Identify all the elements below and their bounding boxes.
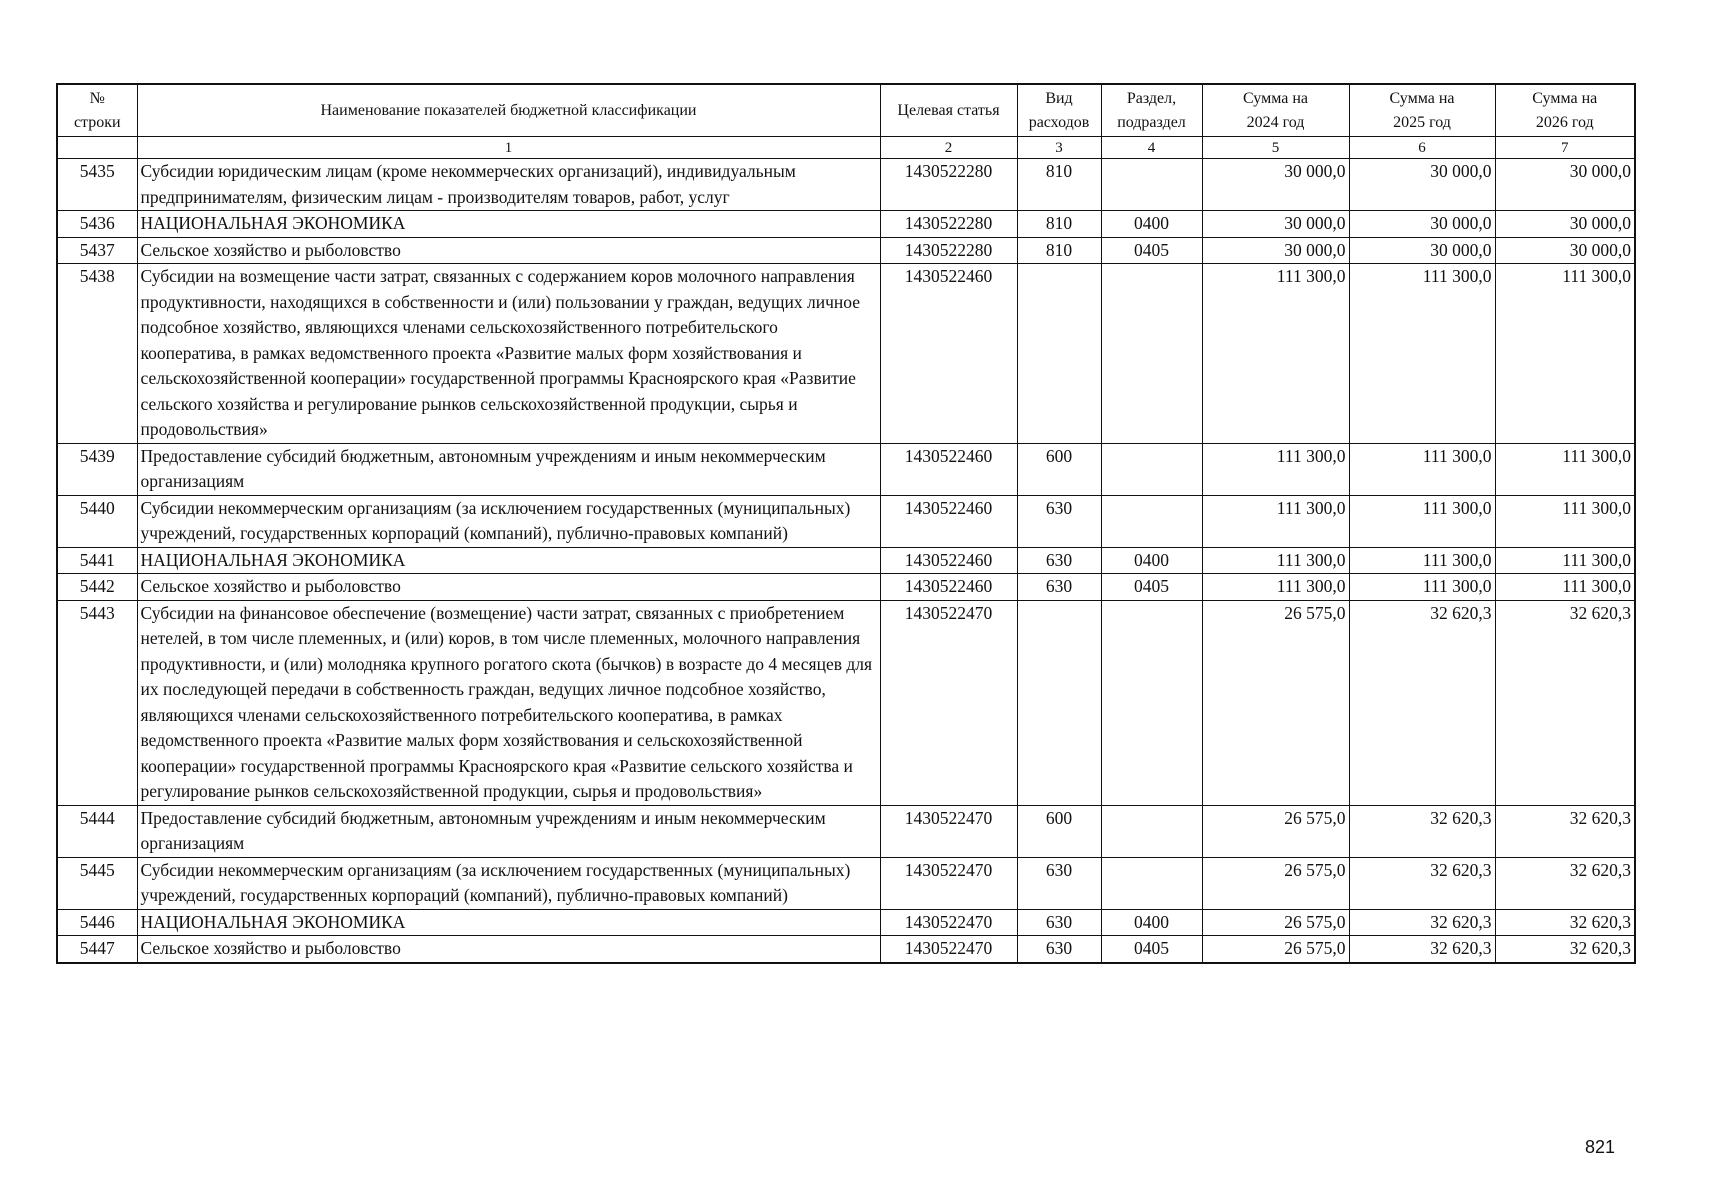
row-exp-type: 600 bbox=[1017, 443, 1101, 495]
row-sum-2026: 30 000,0 bbox=[1495, 159, 1635, 211]
row-sum-2025: 32 620,3 bbox=[1349, 936, 1495, 963]
row-name: НАЦИОНАЛЬНАЯ ЭКОНОМИКА bbox=[137, 211, 880, 238]
row-sum-2025: 32 620,3 bbox=[1349, 805, 1495, 857]
row-target: 1430522280 bbox=[880, 159, 1017, 211]
row-sum-2025: 30 000,0 bbox=[1349, 159, 1495, 211]
table-row bbox=[57, 237, 1635, 264]
header-section-line1: Раздел, bbox=[1126, 89, 1177, 107]
table-body bbox=[57, 159, 1635, 963]
row-sum-2024: 111 300,0 bbox=[1202, 443, 1349, 495]
row-name: Сельское хозяйство и рыболовство bbox=[137, 936, 880, 963]
table-row bbox=[57, 600, 1635, 805]
row-sum-2026: 111 300,0 bbox=[1495, 264, 1635, 444]
row-section bbox=[1101, 159, 1202, 211]
header-row-no-line1: № bbox=[89, 89, 105, 107]
row-sum-2026: 32 620,3 bbox=[1495, 936, 1635, 963]
column-number-4: 4 bbox=[1101, 137, 1202, 159]
table-row bbox=[57, 857, 1635, 909]
row-sum-2026: 111 300,0 bbox=[1495, 443, 1635, 495]
row-exp-type: 630 bbox=[1017, 857, 1101, 909]
header-row-no bbox=[57, 84, 137, 137]
row-section: 0405 bbox=[1101, 936, 1202, 963]
row-sum-2026: 111 300,0 bbox=[1495, 574, 1635, 601]
header-name: Наименование показателей бюджетной классификации bbox=[137, 84, 880, 137]
row-sum-2025: 32 620,3 bbox=[1349, 909, 1495, 936]
header-sum-2026-line2: 2026 год bbox=[1535, 113, 1594, 131]
header-sum-2025-line2: 2025 год bbox=[1393, 113, 1451, 131]
row-section bbox=[1101, 264, 1202, 444]
budget-table bbox=[56, 83, 1636, 964]
row-target: 1430522470 bbox=[880, 936, 1017, 963]
page-number: 821 bbox=[1585, 1137, 1616, 1157]
header-sum-2025 bbox=[1349, 84, 1495, 137]
row-exp-type: 630 bbox=[1017, 936, 1101, 963]
table-row bbox=[57, 264, 1635, 444]
row-name: Субсидии некоммерческим организациям (за исключением государственных (муниципальных) учреждений, государственных корпораций (компаний), публично-правовых компаний) bbox=[137, 495, 880, 547]
row-number: 5447 bbox=[57, 936, 137, 963]
row-sum-2024: 26 575,0 bbox=[1202, 600, 1349, 805]
row-sum-2026: 111 300,0 bbox=[1495, 495, 1635, 547]
row-number: 5446 bbox=[57, 909, 137, 936]
row-number: 5443 bbox=[57, 600, 137, 805]
header-section-line2: подраздел bbox=[1117, 113, 1186, 131]
header-sum-2024 bbox=[1202, 84, 1349, 137]
row-exp-type: 810 bbox=[1017, 211, 1101, 238]
row-exp-type bbox=[1017, 264, 1101, 444]
row-sum-2026: 30 000,0 bbox=[1495, 237, 1635, 264]
row-section: 0400 bbox=[1101, 211, 1202, 238]
row-exp-type: 630 bbox=[1017, 495, 1101, 547]
row-name: Предоставление субсидий бюджетным, автономным учреждениям и иным некоммерческим организациям bbox=[137, 805, 880, 857]
row-sum-2025: 111 300,0 bbox=[1349, 264, 1495, 444]
row-sum-2026: 32 620,3 bbox=[1495, 805, 1635, 857]
row-exp-type: 810 bbox=[1017, 237, 1101, 264]
row-number: 5444 bbox=[57, 805, 137, 857]
row-name: НАЦИОНАЛЬНАЯ ЭКОНОМИКА bbox=[137, 909, 880, 936]
row-number: 5440 bbox=[57, 495, 137, 547]
row-number: 5435 bbox=[57, 159, 137, 211]
row-name: Субсидии юридическим лицам (кроме некоммерческих организаций), индивидуальным предпринимателям, физическим лицам - производителям товаров, работ, услуг bbox=[137, 159, 880, 211]
table-row bbox=[57, 443, 1635, 495]
table-row bbox=[57, 574, 1635, 601]
row-sum-2026: 32 620,3 bbox=[1495, 600, 1635, 805]
row-target: 1430522470 bbox=[880, 909, 1017, 936]
row-name: Субсидии на возмещение части затрат, связанных с содержанием коров молочного направления продуктивности, находящихся в собственности и (или) пользовании у граждан, ведущих личное подсобное хозяйство, являющихся членами сельскохозяйственного потребительского кооператива, в рамках ведомственного проекта «Развитие малых форм хозяйствования и сельскохозяйственной кооперации» государственной программы Красноярского края «Развитие сельского хозяйства и регулирование рынков сельскохозяйственной продукции, сырья и продовольствия» bbox=[137, 264, 880, 444]
column-number-5: 5 bbox=[1202, 137, 1349, 159]
row-target: 1430522280 bbox=[880, 211, 1017, 238]
row-exp-type: 630 bbox=[1017, 574, 1101, 601]
table-row bbox=[57, 211, 1635, 238]
row-target: 1430522460 bbox=[880, 443, 1017, 495]
row-sum-2024: 111 300,0 bbox=[1202, 264, 1349, 444]
row-name: Сельское хозяйство и рыболовство bbox=[137, 237, 880, 264]
row-sum-2025: 30 000,0 bbox=[1349, 211, 1495, 238]
header-sum-2024-line2: 2024 год bbox=[1246, 113, 1305, 131]
row-sum-2026: 30 000,0 bbox=[1495, 211, 1635, 238]
row-name: Сельское хозяйство и рыболовство bbox=[137, 574, 880, 601]
column-number-1: 1 bbox=[137, 137, 880, 159]
row-sum-2024: 111 300,0 bbox=[1202, 574, 1349, 601]
header-target: Целевая статья bbox=[880, 84, 1017, 137]
row-sum-2025: 32 620,3 bbox=[1349, 857, 1495, 909]
row-sum-2026: 111 300,0 bbox=[1495, 547, 1635, 574]
column-number-3: 3 bbox=[1017, 137, 1101, 159]
row-section: 0405 bbox=[1101, 574, 1202, 601]
row-section bbox=[1101, 600, 1202, 805]
row-exp-type bbox=[1017, 600, 1101, 805]
row-section bbox=[1101, 805, 1202, 857]
row-number: 5441 bbox=[57, 547, 137, 574]
row-number: 5442 bbox=[57, 574, 137, 601]
row-target: 1430522460 bbox=[880, 574, 1017, 601]
row-section bbox=[1101, 857, 1202, 909]
row-name: Субсидии некоммерческим организациям (за исключением государственных (муниципальных) учреждений, государственных корпораций (компаний), публично-правовых компаний) bbox=[137, 857, 880, 909]
table-row bbox=[57, 159, 1635, 211]
table-row bbox=[57, 547, 1635, 574]
row-sum-2026: 32 620,3 bbox=[1495, 909, 1635, 936]
header-row bbox=[57, 84, 1635, 137]
row-target: 1430522280 bbox=[880, 237, 1017, 264]
row-section bbox=[1101, 495, 1202, 547]
column-number-2: 2 bbox=[880, 137, 1017, 159]
row-sum-2025: 32 620,3 bbox=[1349, 600, 1495, 805]
row-number: 5445 bbox=[57, 857, 137, 909]
row-sum-2024: 111 300,0 bbox=[1202, 547, 1349, 574]
row-name: Субсидии на финансовое обеспечение (возмещение) части затрат, связанных с приобретением нетелей, в том числе племенных, и (или) коров, в том числе племенных, молочного направления продуктивности, и (или) молодняка крупного рогатого скота (бычков) в возрасте до 4 месяцев для их последующей передачи в собственность граждан, ведущих личное подсобное хозяйство, являющихся членами сельскохозяйственного потребительского кооператива, в рамках ведомственного проекта «Развитие малых форм хозяйствования и сельскохозяйственной кооперации» государственной программы Красноярского края «Развитие сельского хозяйства и регулирование рынков сельскохозяйственной продукции, сырья и продовольствия» bbox=[137, 600, 880, 805]
row-target: 1430522470 bbox=[880, 857, 1017, 909]
row-sum-2025: 111 300,0 bbox=[1349, 443, 1495, 495]
table-row bbox=[57, 936, 1635, 963]
row-section: 0400 bbox=[1101, 909, 1202, 936]
row-exp-type: 630 bbox=[1017, 909, 1101, 936]
header-sum-2026 bbox=[1495, 84, 1635, 137]
column-number-0 bbox=[57, 137, 137, 159]
row-section bbox=[1101, 443, 1202, 495]
row-number: 5439 bbox=[57, 443, 137, 495]
header-sum-2025-line1: Сумма на bbox=[1389, 89, 1455, 107]
column-number-6: 6 bbox=[1349, 137, 1495, 159]
row-sum-2025: 111 300,0 bbox=[1349, 495, 1495, 547]
row-sum-2026: 32 620,3 bbox=[1495, 857, 1635, 909]
row-exp-type: 810 bbox=[1017, 159, 1101, 211]
header-exp-type-line1: Вид bbox=[1045, 89, 1073, 107]
row-section: 0405 bbox=[1101, 237, 1202, 264]
row-sum-2024: 30 000,0 bbox=[1202, 159, 1349, 211]
row-number: 5437 bbox=[57, 237, 137, 264]
header-sum-2026-line1: Сумма на bbox=[1532, 89, 1598, 107]
row-exp-type: 630 bbox=[1017, 547, 1101, 574]
row-number: 5438 bbox=[57, 264, 137, 444]
row-exp-type: 600 bbox=[1017, 805, 1101, 857]
row-section: 0400 bbox=[1101, 547, 1202, 574]
row-sum-2025: 30 000,0 bbox=[1349, 237, 1495, 264]
table-header bbox=[57, 84, 1635, 159]
header-exp-type bbox=[1017, 84, 1101, 137]
row-target: 1430522460 bbox=[880, 264, 1017, 444]
row-sum-2024: 30 000,0 bbox=[1202, 237, 1349, 264]
row-sum-2024: 111 300,0 bbox=[1202, 495, 1349, 547]
table-row bbox=[57, 495, 1635, 547]
table-row bbox=[57, 805, 1635, 857]
header-exp-type-line2: расходов bbox=[1028, 113, 1090, 131]
header-row-no-line2: строки bbox=[73, 113, 121, 131]
row-sum-2024: 26 575,0 bbox=[1202, 909, 1349, 936]
row-target: 1430522460 bbox=[880, 547, 1017, 574]
row-target: 1430522470 bbox=[880, 600, 1017, 805]
row-target: 1430522470 bbox=[880, 805, 1017, 857]
header-section bbox=[1101, 84, 1202, 137]
row-name: НАЦИОНАЛЬНАЯ ЭКОНОМИКА bbox=[137, 547, 880, 574]
row-target: 1430522460 bbox=[880, 495, 1017, 547]
row-number: 5436 bbox=[57, 211, 137, 238]
row-sum-2024: 26 575,0 bbox=[1202, 936, 1349, 963]
table-row bbox=[57, 909, 1635, 936]
row-sum-2025: 111 300,0 bbox=[1349, 547, 1495, 574]
column-number-row bbox=[57, 137, 1635, 159]
row-sum-2025: 111 300,0 bbox=[1349, 574, 1495, 601]
row-sum-2024: 30 000,0 bbox=[1202, 211, 1349, 238]
row-name: Предоставление субсидий бюджетным, автономным учреждениям и иным некоммерческим организациям bbox=[137, 443, 880, 495]
header-sum-2024-line1: Сумма на bbox=[1243, 89, 1308, 107]
row-sum-2024: 26 575,0 bbox=[1202, 805, 1349, 857]
row-sum-2024: 26 575,0 bbox=[1202, 857, 1349, 909]
column-number-7: 7 bbox=[1495, 137, 1635, 159]
